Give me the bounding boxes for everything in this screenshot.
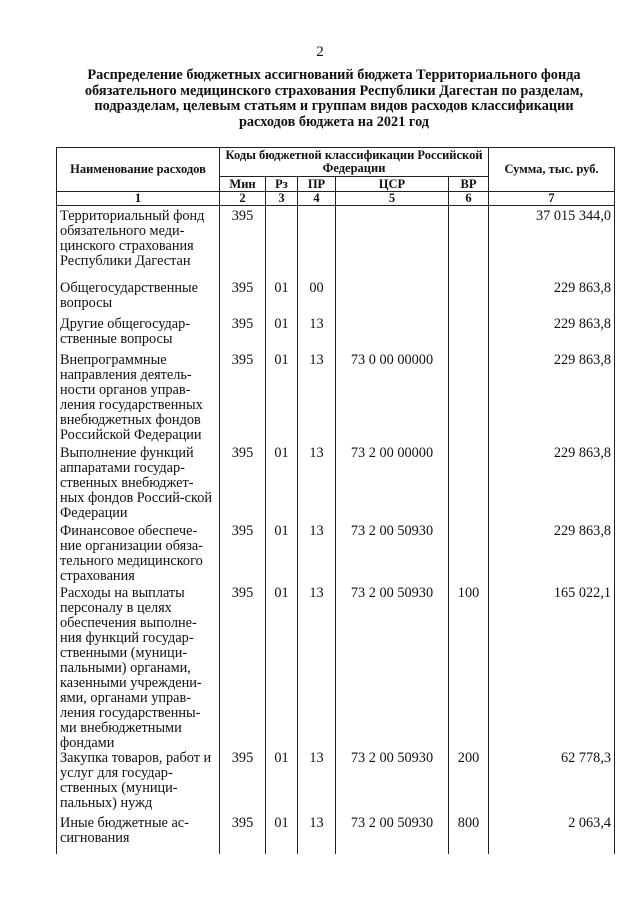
row-sum: 229 863,8	[489, 446, 615, 524]
col-number: 4	[298, 192, 336, 206]
table-row	[57, 816, 615, 854]
row-sum: 2 063,4	[489, 816, 615, 854]
row-csr: 73 2 00 50930	[336, 751, 449, 816]
row-pr: 00	[298, 281, 336, 317]
row-csr	[336, 317, 449, 353]
col-number: 6	[449, 192, 489, 206]
table-row	[57, 206, 615, 281]
header-vr: ВР	[449, 177, 489, 192]
col-number: 3	[266, 192, 298, 206]
table-row	[57, 317, 615, 353]
table-row	[57, 524, 615, 586]
header-pr: ПР	[298, 177, 336, 192]
row-rz: 01	[266, 751, 298, 816]
row-min: 395	[220, 446, 266, 524]
row-sum: 229 863,8	[489, 281, 615, 317]
row-rz: 01	[266, 446, 298, 524]
row-min: 395	[220, 816, 266, 854]
row-min: 395	[220, 317, 266, 353]
header-sum: Сумма, тыс. руб.	[489, 148, 615, 192]
row-vr: 800	[449, 816, 489, 854]
row-csr: 73 2 00 50930	[336, 586, 449, 751]
row-vr	[449, 524, 489, 586]
row-min: 395	[220, 524, 266, 586]
row-csr: 73 2 00 50930	[336, 816, 449, 854]
row-sum: 62 778,3	[489, 751, 615, 816]
row-pr: 13	[298, 586, 336, 751]
row-name: Иные бюджетные ас-сигнования	[57, 816, 220, 854]
row-name: Другие общегосудар-ственные вопросы	[57, 317, 220, 353]
row-vr: 200	[449, 751, 489, 816]
col-number: 5	[336, 192, 449, 206]
row-pr: 13	[298, 317, 336, 353]
row-min: 395	[220, 586, 266, 751]
budget-table	[56, 147, 615, 854]
row-vr	[449, 206, 489, 281]
row-name: Расходы на выплаты персоналу в целях обеспечения выполне-ния функций государ-ственными (муници-пальными) органами, казенными учреждени-ями, органами управ-ления государственны-ми внебюджетными фондами	[57, 586, 220, 751]
row-sum: 229 863,8	[489, 353, 615, 446]
row-name: Выполнение функций аппаратами государ-ственных внебюджет-ных фондов Россий-ской Федерации	[57, 446, 220, 524]
row-csr	[336, 206, 449, 281]
row-pr: 13	[298, 751, 336, 816]
row-pr	[298, 206, 336, 281]
row-csr	[336, 281, 449, 317]
header-rz: Рз	[266, 177, 298, 192]
row-min: 395	[220, 353, 266, 446]
page-number: 2	[316, 44, 324, 60]
col-number: 1	[57, 192, 220, 206]
row-sum: 229 863,8	[489, 317, 615, 353]
row-rz: 01	[266, 816, 298, 854]
table-row	[57, 353, 615, 446]
row-rz: 01	[266, 586, 298, 751]
row-csr: 73 2 00 50930	[336, 524, 449, 586]
header-codes: Коды бюджетной классификации Российской Федерации	[220, 148, 489, 177]
row-sum: 165 022,1	[489, 586, 615, 751]
row-min: 395	[220, 281, 266, 317]
row-min: 395	[220, 206, 266, 281]
row-name: Финансовое обеспече-ние организации обяза-тельного медицинского страхования	[57, 524, 220, 586]
row-rz	[266, 206, 298, 281]
row-pr: 13	[298, 816, 336, 854]
row-pr: 13	[298, 446, 336, 524]
row-min: 395	[220, 751, 266, 816]
row-name: Закупка товаров, работ и услуг для государ-ственных (муници-пальных) нужд	[57, 751, 220, 816]
row-pr: 13	[298, 524, 336, 586]
row-sum: 229 863,8	[489, 524, 615, 586]
row-name: Территориальный фонд обязательного меди-цинского страхования Республики Дагестан	[57, 206, 220, 281]
row-rz: 01	[266, 281, 298, 317]
row-vr	[449, 317, 489, 353]
header-min: Мин	[220, 177, 266, 192]
row-rz: 01	[266, 317, 298, 353]
table-row	[57, 281, 615, 317]
row-name: Общегосударственные вопросы	[57, 281, 220, 317]
col-number: 2	[220, 192, 266, 206]
row-rz: 01	[266, 524, 298, 586]
table-row	[57, 586, 615, 751]
row-pr: 13	[298, 353, 336, 446]
row-vr: 100	[449, 586, 489, 751]
table-row	[57, 751, 615, 816]
row-vr	[449, 353, 489, 446]
row-rz: 01	[266, 353, 298, 446]
row-vr	[449, 446, 489, 524]
header-name: Наименование расходов	[57, 148, 220, 192]
document-title: Распределение бюджетных ассигнований бюджета Территориального фонда обязательного медицинского страхования Республики Дагестан по разделам, подразделам, целевым статьям и группам видов расходов классификации расходов бюджета на 2021 год	[84, 67, 584, 130]
row-csr: 73 2 00 00000	[336, 446, 449, 524]
row-name: Внепрограммные направления деятель-ности органов управ-ления государственных внебюджетных фондов Российской Федерации	[57, 353, 220, 446]
row-sum: 37 015 344,0	[489, 206, 615, 281]
header-csr: ЦСР	[336, 177, 449, 192]
row-csr: 73 0 00 00000	[336, 353, 449, 446]
table-row	[57, 446, 615, 524]
col-number: 7	[489, 192, 615, 206]
row-vr	[449, 281, 489, 317]
